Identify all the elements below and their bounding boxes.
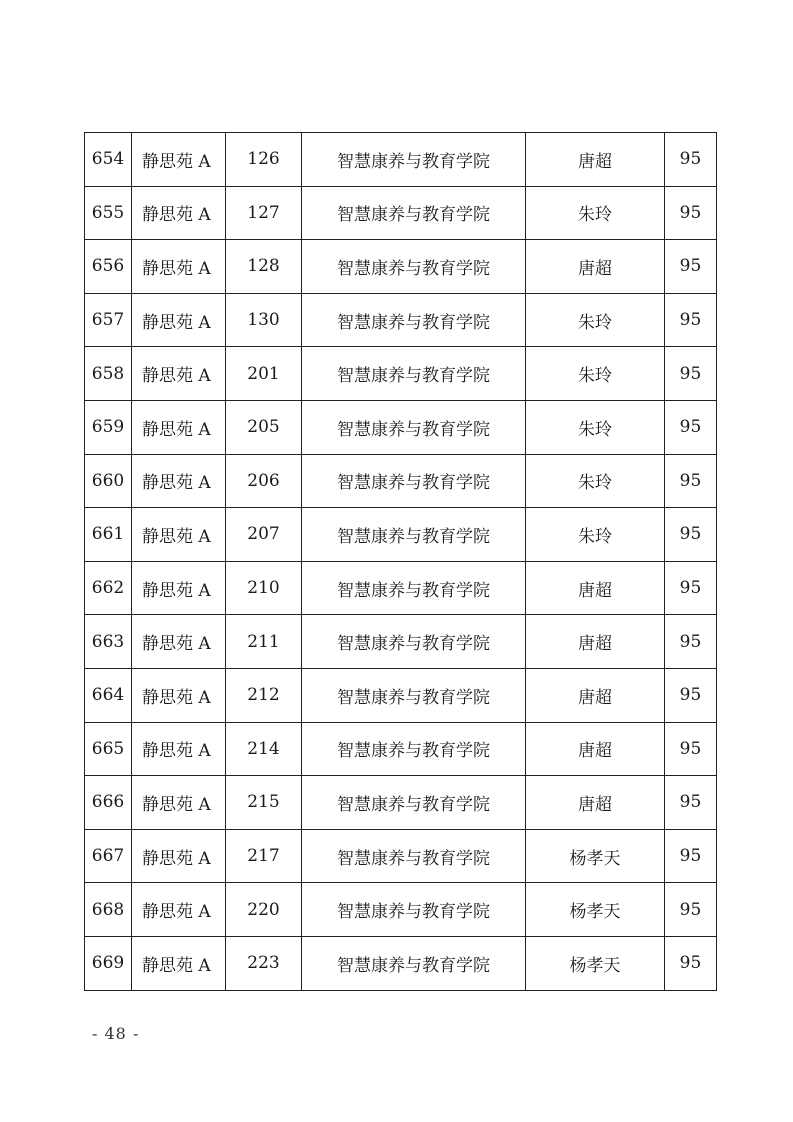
table-body — [85, 133, 717, 991]
sequence-number-cell: 659 — [85, 400, 132, 454]
building-cell: 静思苑 A — [132, 454, 226, 508]
college-cell: 智慧康养与教育学院 — [302, 186, 526, 240]
score-cell: 95 — [665, 240, 717, 294]
sequence-number-cell: 654 — [85, 133, 132, 187]
sequence-number-cell: 655 — [85, 186, 132, 240]
building-cell: 静思苑 A — [132, 722, 226, 776]
table-row — [85, 722, 717, 776]
score-cell: 95 — [665, 186, 717, 240]
room-number-cell: 220 — [226, 883, 302, 937]
tutor-name-cell: 唐超 — [526, 561, 665, 615]
college-cell: 智慧康养与教育学院 — [302, 668, 526, 722]
table-row — [85, 829, 717, 883]
score-cell: 95 — [665, 293, 717, 347]
score-cell: 95 — [665, 668, 717, 722]
table-row — [85, 240, 717, 294]
college-cell: 智慧康养与教育学院 — [302, 240, 526, 294]
college-cell: 智慧康养与教育学院 — [302, 615, 526, 669]
sequence-number-cell: 668 — [85, 883, 132, 937]
score-cell: 95 — [665, 133, 717, 187]
sequence-number-cell: 665 — [85, 722, 132, 776]
table-row — [85, 936, 717, 990]
building-cell: 静思苑 A — [132, 240, 226, 294]
room-number-cell: 205 — [226, 400, 302, 454]
college-cell: 智慧康养与教育学院 — [302, 293, 526, 347]
dorm-inspection-table-container — [84, 132, 717, 991]
room-number-cell: 130 — [226, 293, 302, 347]
room-number-cell: 128 — [226, 240, 302, 294]
tutor-name-cell: 杨孝天 — [526, 936, 665, 990]
building-cell: 静思苑 A — [132, 936, 226, 990]
table-row — [85, 883, 717, 937]
table-row — [85, 615, 717, 669]
score-cell: 95 — [665, 400, 717, 454]
score-cell: 95 — [665, 722, 717, 776]
tutor-name-cell: 唐超 — [526, 133, 665, 187]
tutor-name-cell: 朱玲 — [526, 293, 665, 347]
sequence-number-cell: 663 — [85, 615, 132, 669]
building-cell: 静思苑 A — [132, 347, 226, 401]
tutor-name-cell: 杨孝天 — [526, 829, 665, 883]
building-cell: 静思苑 A — [132, 776, 226, 830]
building-cell: 静思苑 A — [132, 133, 226, 187]
table-row — [85, 508, 717, 562]
room-number-cell: 206 — [226, 454, 302, 508]
score-cell: 95 — [665, 936, 717, 990]
table-row — [85, 561, 717, 615]
room-number-cell: 207 — [226, 508, 302, 562]
sequence-number-cell: 664 — [85, 668, 132, 722]
room-number-cell: 215 — [226, 776, 302, 830]
college-cell: 智慧康养与教育学院 — [302, 133, 526, 187]
building-cell: 静思苑 A — [132, 400, 226, 454]
score-cell: 95 — [665, 829, 717, 883]
building-cell: 静思苑 A — [132, 883, 226, 937]
college-cell: 智慧康养与教育学院 — [302, 722, 526, 776]
sequence-number-cell: 662 — [85, 561, 132, 615]
score-cell: 95 — [665, 508, 717, 562]
tutor-name-cell: 朱玲 — [526, 454, 665, 508]
tutor-name-cell: 朱玲 — [526, 400, 665, 454]
room-number-cell: 127 — [226, 186, 302, 240]
sequence-number-cell: 660 — [85, 454, 132, 508]
building-cell: 静思苑 A — [132, 561, 226, 615]
room-number-cell: 217 — [226, 829, 302, 883]
college-cell: 智慧康养与教育学院 — [302, 883, 526, 937]
room-number-cell: 126 — [226, 133, 302, 187]
college-cell: 智慧康养与教育学院 — [302, 400, 526, 454]
tutor-name-cell: 唐超 — [526, 615, 665, 669]
college-cell: 智慧康养与教育学院 — [302, 829, 526, 883]
room-number-cell: 212 — [226, 668, 302, 722]
college-cell: 智慧康养与教育学院 — [302, 936, 526, 990]
table-row — [85, 776, 717, 830]
sequence-number-cell: 666 — [85, 776, 132, 830]
table-row — [85, 293, 717, 347]
sequence-number-cell: 658 — [85, 347, 132, 401]
table-row — [85, 454, 717, 508]
building-cell: 静思苑 A — [132, 615, 226, 669]
table-row — [85, 347, 717, 401]
sequence-number-cell: 657 — [85, 293, 132, 347]
tutor-name-cell: 唐超 — [526, 668, 665, 722]
tutor-name-cell: 唐超 — [526, 722, 665, 776]
tutor-name-cell: 杨孝天 — [526, 883, 665, 937]
tutor-name-cell: 朱玲 — [526, 186, 665, 240]
room-number-cell: 210 — [226, 561, 302, 615]
college-cell: 智慧康养与教育学院 — [302, 776, 526, 830]
score-cell: 95 — [665, 454, 717, 508]
tutor-name-cell: 唐超 — [526, 776, 665, 830]
table-row — [85, 668, 717, 722]
building-cell: 静思苑 A — [132, 668, 226, 722]
college-cell: 智慧康养与教育学院 — [302, 561, 526, 615]
college-cell: 智慧康养与教育学院 — [302, 347, 526, 401]
college-cell: 智慧康养与教育学院 — [302, 508, 526, 562]
building-cell: 静思苑 A — [132, 293, 226, 347]
sequence-number-cell: 669 — [85, 936, 132, 990]
tutor-name-cell: 朱玲 — [526, 347, 665, 401]
score-cell: 95 — [665, 561, 717, 615]
dorm-inspection-table — [84, 132, 717, 991]
room-number-cell: 214 — [226, 722, 302, 776]
building-cell: 静思苑 A — [132, 186, 226, 240]
sequence-number-cell: 661 — [85, 508, 132, 562]
room-number-cell: 201 — [226, 347, 302, 401]
table-row — [85, 133, 717, 187]
sequence-number-cell: 656 — [85, 240, 132, 294]
score-cell: 95 — [665, 776, 717, 830]
building-cell: 静思苑 A — [132, 829, 226, 883]
room-number-cell: 223 — [226, 936, 302, 990]
score-cell: 95 — [665, 883, 717, 937]
tutor-name-cell: 朱玲 — [526, 508, 665, 562]
room-number-cell: 211 — [226, 615, 302, 669]
score-cell: 95 — [665, 347, 717, 401]
tutor-name-cell: 唐超 — [526, 240, 665, 294]
building-cell: 静思苑 A — [132, 508, 226, 562]
sequence-number-cell: 667 — [85, 829, 132, 883]
score-cell: 95 — [665, 615, 717, 669]
table-row — [85, 186, 717, 240]
table-row — [85, 400, 717, 454]
page-number: - 48 - — [92, 1024, 140, 1043]
college-cell: 智慧康养与教育学院 — [302, 454, 526, 508]
